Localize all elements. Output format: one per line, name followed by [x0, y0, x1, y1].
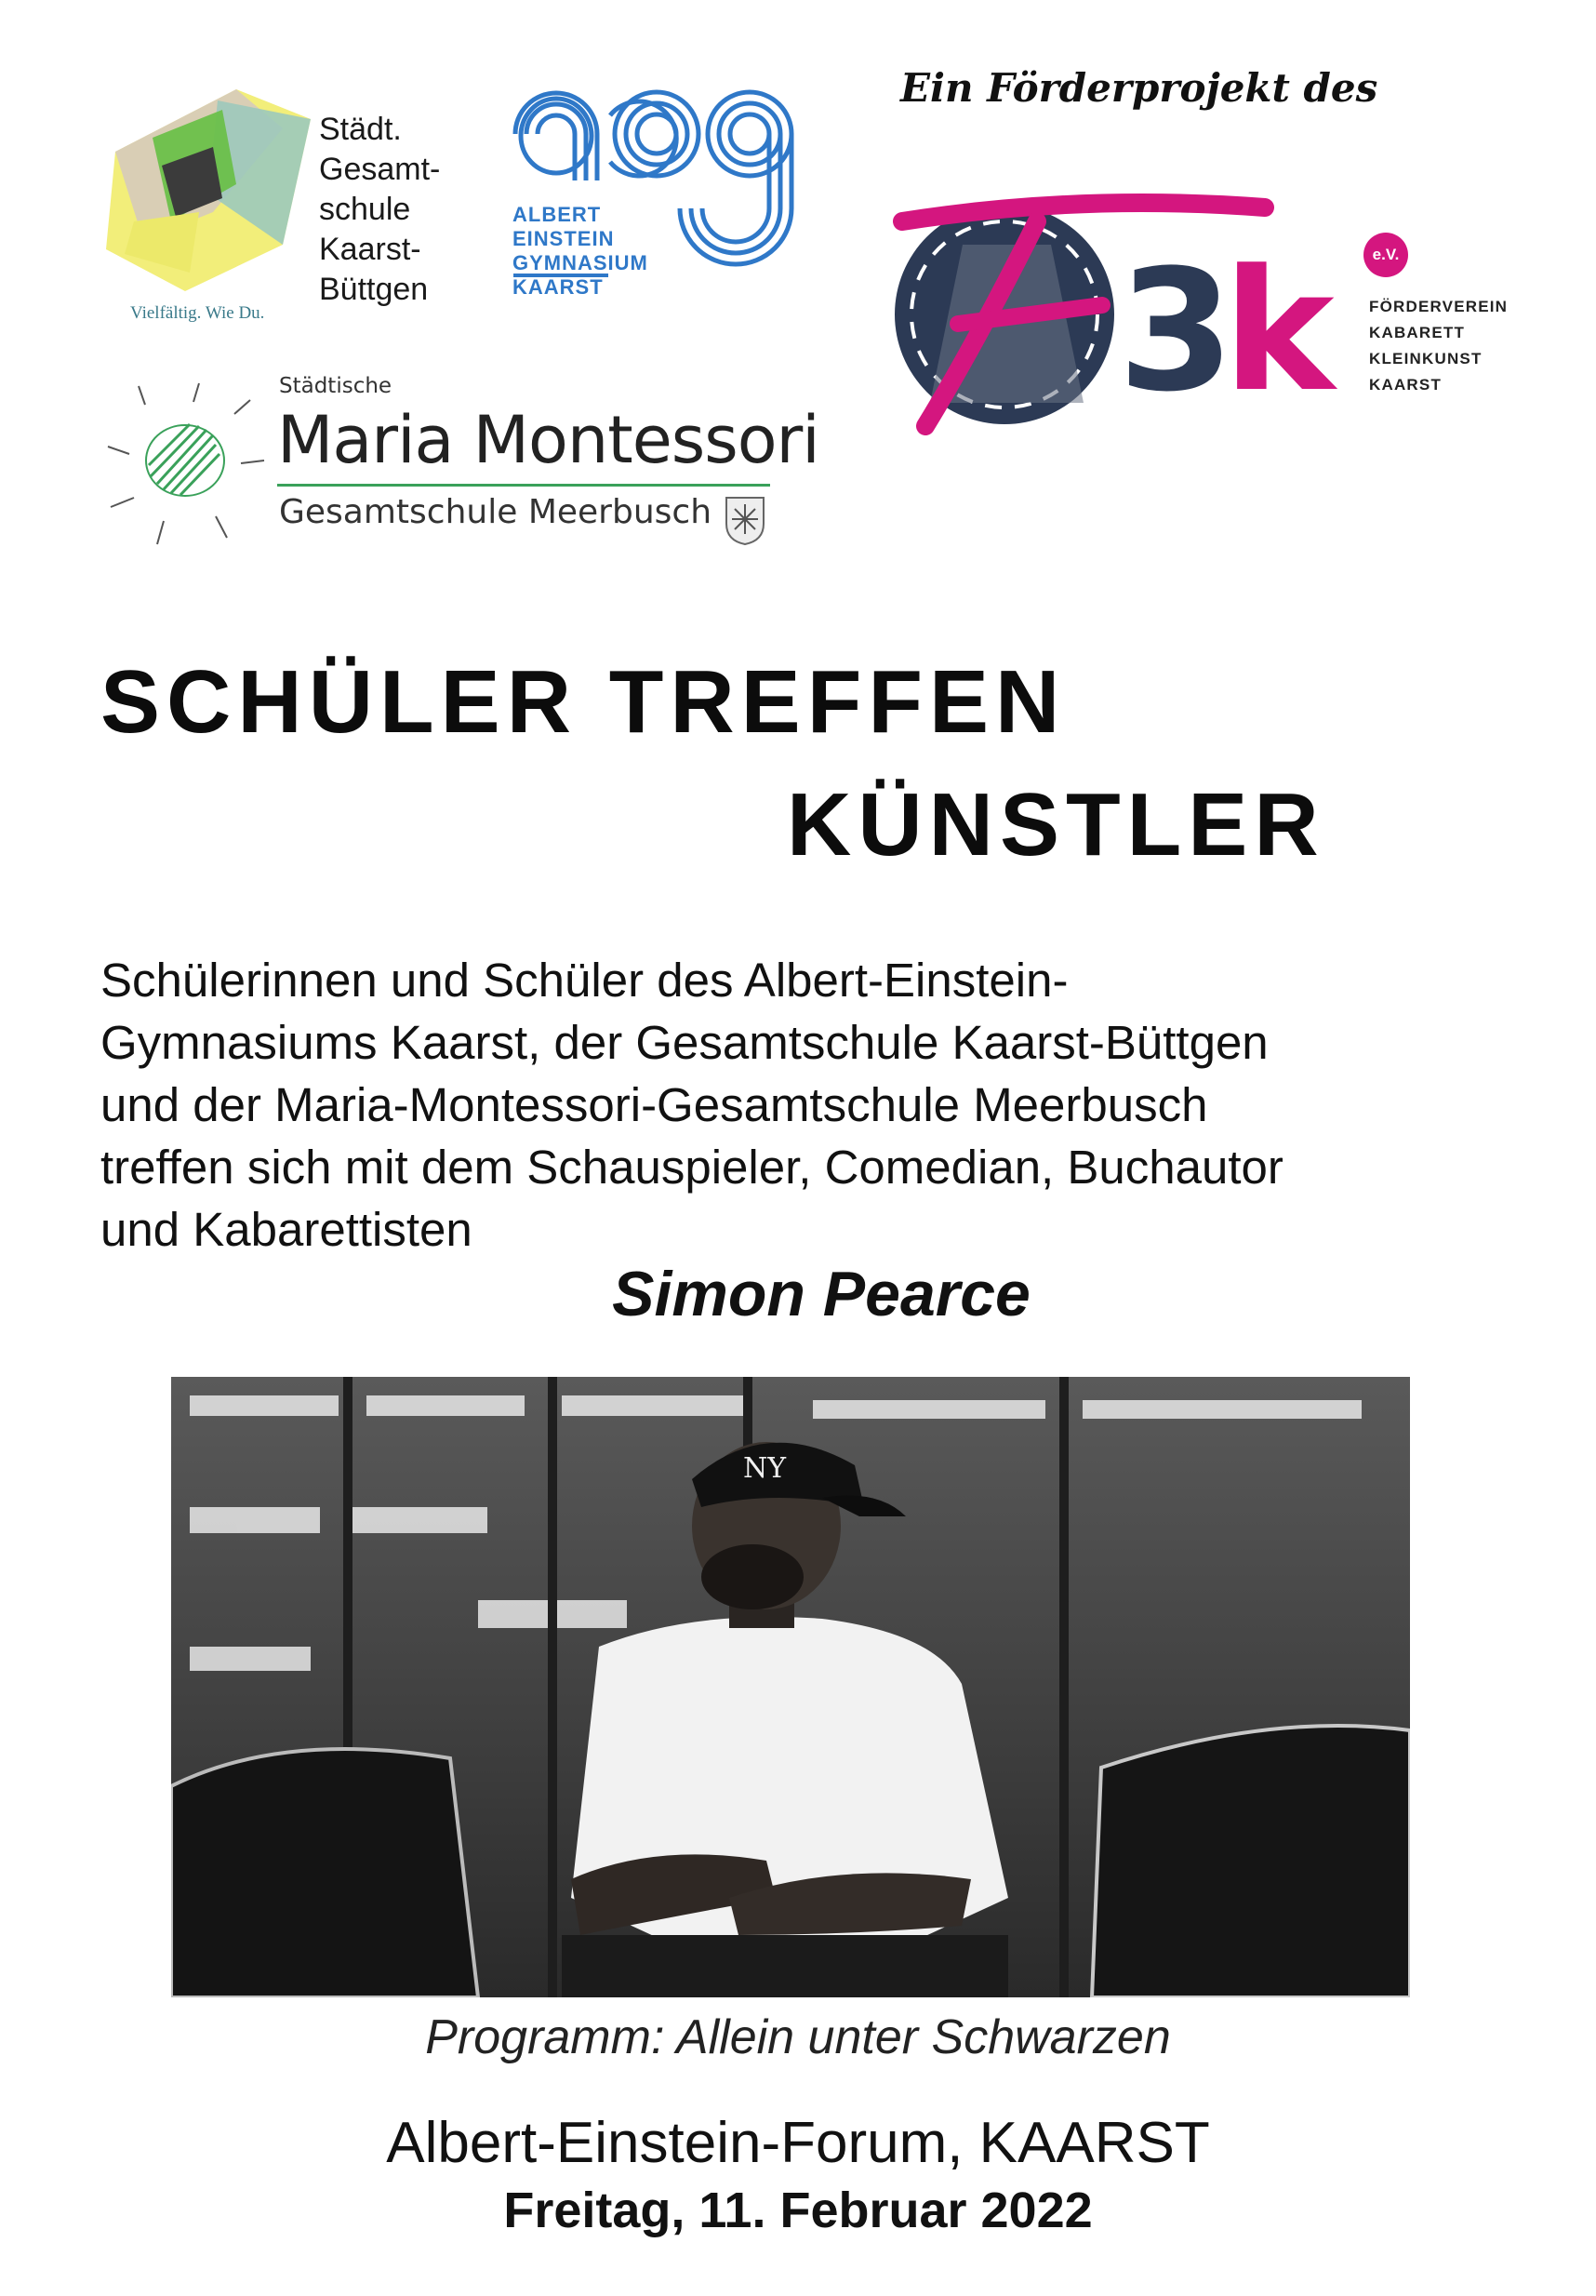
gesamtschule-line: Büttgen — [319, 272, 429, 307]
gesamtschule-logo-icon — [97, 82, 313, 296]
f3k-ev-label: e.V. — [1372, 246, 1400, 263]
aeg-name — [512, 203, 648, 300]
montessori-divider — [277, 484, 770, 487]
artist-name: Simon Pearce — [612, 1259, 1031, 1329]
montessori-sun-icon — [97, 372, 273, 549]
svg-text:NY: NY — [743, 1452, 787, 1485]
event-date: Freitag, 11. Februar 2022 — [503, 2183, 1093, 2238]
intro-line: Gymnasiums Kaarst, der Gesamtschule Kaarst-Büttgen — [100, 1016, 1269, 1069]
aeg-line: GYMNASIUM — [512, 251, 648, 274]
intro-line: Schülerinnen und Schüler des Albert-Einstein- — [100, 954, 1069, 1007]
f3k-org-line: FÖRDERVEREIN — [1369, 298, 1509, 315]
gesamtschule-line: Kaarst- — [319, 232, 421, 267]
sponsor-tagline: Ein Förderprojekt des — [900, 65, 1378, 111]
f3k-org-line: KLEINKUNST — [1369, 350, 1483, 367]
aeg-line: EINSTEIN — [512, 227, 615, 250]
f3k-org-name — [1369, 294, 1508, 398]
headline-line-2: KÜNSTLER — [787, 775, 1325, 874]
f3k-org-line: KAARST — [1369, 376, 1443, 394]
intro-paragraph — [100, 949, 1551, 1261]
venue-name: Albert-Einstein-Forum, KAARST — [386, 2111, 1210, 2175]
intro-line: treffen sich mit dem Schauspieler, Comedian, Buchautor — [100, 1141, 1283, 1194]
meerbusch-crest-icon — [724, 495, 766, 545]
gesamtschule-name — [319, 110, 440, 310]
gesamtschule-line: Gesamt- — [319, 152, 441, 187]
f3k-org-line: KABARETT — [1369, 324, 1466, 341]
montessori-small-label: Städtische — [279, 374, 392, 398]
intro-line: und der Maria-Montessori-Gesamtschule Meerbusch — [100, 1078, 1208, 1131]
artist-photo-illustration — [171, 1377, 1410, 1997]
montessori-title: Maria Montessori — [277, 402, 819, 478]
gesamtschule-line: Städt. — [319, 112, 402, 147]
svg-text:k: k — [1223, 234, 1335, 429]
gesamtschule-slogan: Vielfältig. Wie Du. — [130, 303, 265, 323]
artist-photo — [171, 1377, 1410, 1997]
svg-text:3: 3 — [1118, 234, 1235, 429]
aeg-line: ALBERT — [512, 203, 602, 226]
intro-line: und Kabarettisten — [100, 1203, 472, 1256]
montessori-subtitle: Gesamtschule Meerbusch — [279, 493, 712, 531]
aeg-line: KAARST — [512, 275, 604, 299]
f3k-logo-icon — [874, 156, 1358, 435]
f3k-ev-badge — [1363, 233, 1408, 277]
gesamtschule-line: schule — [319, 192, 411, 227]
headline-line-1: SCHÜLER TREFFEN — [100, 652, 1067, 752]
program-title: Programm: Allein unter Schwarzen — [425, 2010, 1171, 2064]
